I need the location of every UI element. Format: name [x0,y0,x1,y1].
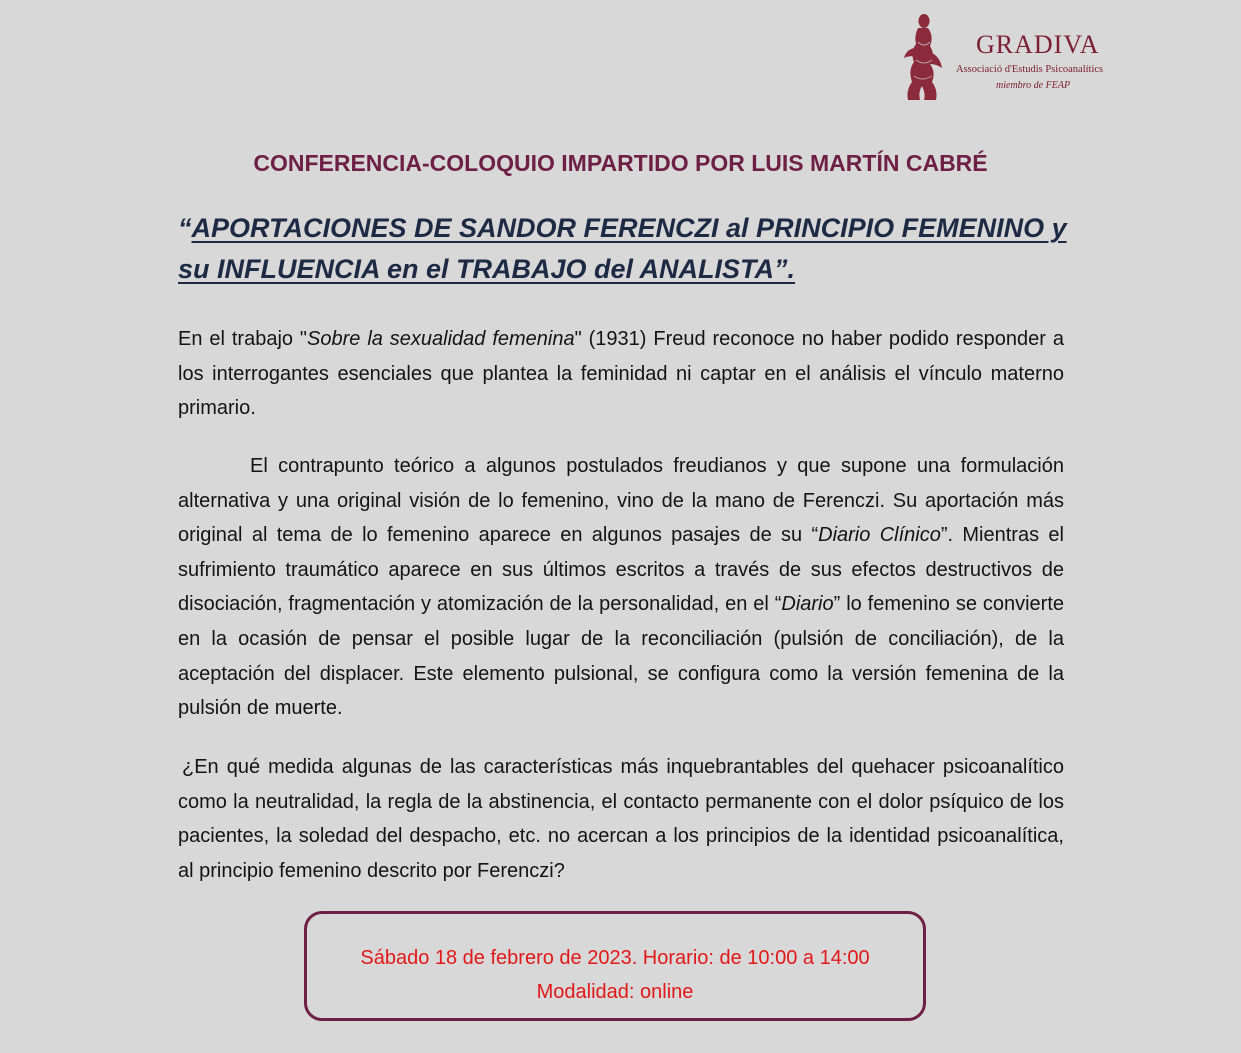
paragraph-2 [178,449,1064,726]
event-modality: Modalidad: online [536,981,694,1003]
paragraph-1 [178,322,1064,426]
title-open-quote: “ [178,213,192,243]
paragraph-3: ¿En qué medida algunas de las características más inquebrantables del quehacer psicoanalítico como la neutralidad, la regla de la abstinencia, el contacto permanente con el dolor psíquico de los pacientes, la soledad del despacho, etc. no acercan a los principios de la identidad psicoanalítica, al principio femenino descrito por Ferenczi? [178,756,1064,882]
paragraph-1-text-2: " (1931) Freud reconoce no haber podido responder a los interrogantes esenciales que plantea la feminidad ni captar en el análisis el vínculo materno primario. [178,328,1064,420]
gradiva-figure-icon [900,12,950,102]
paragraph-2-italic-2: Diario [781,593,834,616]
paragraph-2-text: El contrapunto teórico a algunos postulados freudianos y que supone una formulación alternativa y una original visión de lo femenino, vino de la mano de Ferenczi. Su aportación más original al tema de lo femenino aparece en algunos pasajes de su “ [178,455,1064,547]
conference-heading: CONFERENCIA-COLOQUIO IMPARTIDO POR LUIS MARTÍN CABRÉ [253,150,988,176]
paragraph-2-text-2: ”. Mientras el sufrimiento traumático aparece en sus últimos escritos a través de sus efectos destructivos de disociación, fragmentación y atomización de la personalidad, en el “ [178,524,1064,616]
conference-title [178,208,1068,290]
paragraph-1-text: En el trabajo " [178,328,308,350]
logo-name: GRADIVA [976,30,1100,59]
event-info-box [304,911,926,1021]
gradiva-logo [900,12,1140,104]
event-schedule: Sábado 18 de febrero de 2023. Horario: de 10:00 a 14:00 [360,947,870,969]
paragraph-2-text-3: ” lo femenino se convierte en la ocasión de pensar el posible lugar de la reconciliación (pulsión de conciliación), de la aceptación del displacer. Este elemento pulsional, se configura como la versión femenina de la pulsión de muerte. [178,593,1064,720]
paragraph-2-italic: Diario Clínico [818,524,941,547]
logo-subtitle: Associació d'Estudis Psicoanalítics [956,64,1104,75]
title-text: APORTACIONES DE SANDOR FERENCZI al PRINCIPIO FEMENINO y su INFLUENCIA en el TRABAJO del ANALISTA”. [178,213,1067,284]
paragraph-1-italic: Sobre la sexualidad femenina [307,328,575,350]
logo-member: miembro de FEAP [996,80,1071,91]
